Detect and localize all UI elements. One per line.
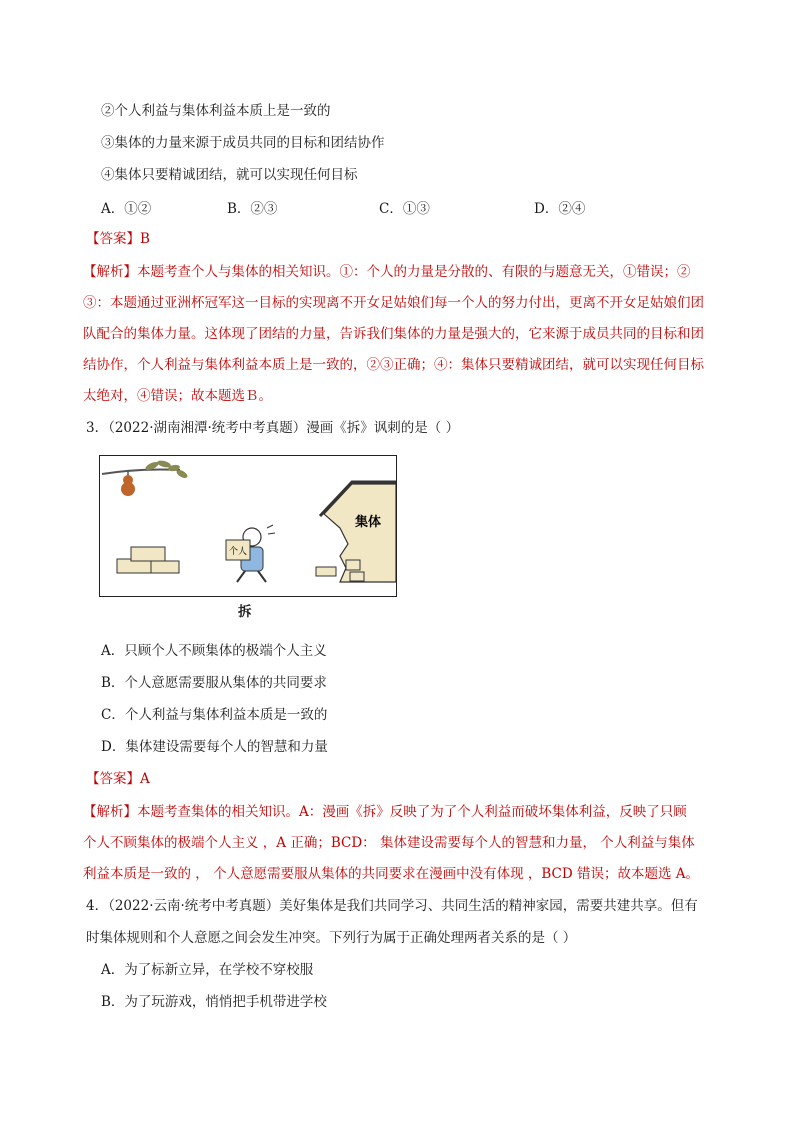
q2-option-d: D．②④: [534, 201, 586, 217]
q2-statement-4: ④集体只要精诚团结，就可以实现任何目标: [101, 167, 358, 183]
q2-answer-value: B: [140, 231, 150, 247]
comic-caption: 拆: [238, 604, 252, 620]
comic-building-label: 集体: [354, 515, 382, 530]
q2-analysis-line-1: 本题考查个人与集体的相关知识。①：个人的力量是分散的、有限的与题意无关，①错误；②: [137, 264, 691, 280]
q2-options: [101, 197, 661, 217]
q2-analysis-line-3: 队配合的集体力量。这体现了团结的力量，告诉我们集体的力量是强大的，它来源于成员共同的目标和团: [83, 326, 704, 342]
q2-option-a: A．①②: [101, 201, 152, 217]
q3-answer-label: 【答案】: [86, 771, 140, 787]
q3-option-b: B．个人意愿需要服从集体的共同要求: [101, 675, 327, 691]
q2-analysis-line-4: 结协作，个人利益与集体利益本质上是一致的，②③正确；④：集体只要精诚团结，就可以实现任何目标: [83, 357, 704, 373]
q3-answer: [86, 769, 150, 789]
q4-option-a: A．为了标新立异，在学校不穿校服: [101, 962, 314, 978]
q3-analysis-line-1: 本题考查集体的相关知识。A：漫画《拆》反映了为了个人利益而破坏集体利益，反映了只顾: [137, 804, 687, 820]
q4-stem-line-2: 时集体规则和个人意愿之间会发生冲突。下列行为属于正确处理两者关系的是（ ）: [86, 930, 577, 946]
q2-option-c: C．①③: [379, 201, 430, 217]
q4-option-b: B．为了玩游戏，悄悄把手机带进学校: [101, 994, 327, 1010]
q3-option-c: C．个人利益与集体利益本质是一致的: [101, 707, 328, 723]
q2-answer: [86, 229, 150, 249]
q2-analysis-label: 【解析】: [83, 264, 137, 280]
comic-chai: [99, 455, 397, 597]
comic-box-label: 个人: [228, 547, 248, 557]
q2-option-b: B．②③: [227, 201, 278, 217]
q3-analysis-line-3: 利益本质是一致的 ， 个人意愿需要服从集体的共同要求在漫画中没有体现 ，BCD 错误；故本题选 A。: [83, 866, 700, 882]
q2-analysis-line-2: ③：本题通过亚洲杯冠军这一目标的实现离不开女足姑娘们每一个人的努力付出，更离不开女足姑娘们团: [83, 295, 704, 311]
q3-answer-value: A: [140, 771, 150, 787]
q2-answer-label: 【答案】: [86, 231, 140, 247]
q3-analysis-line-2: 个人不顾集体的极端个人主义 ，A 正确；BCD： 集体建设需要每个人的智慧和力量， 个人利益与集体: [83, 835, 695, 851]
q2-statement-3: ③集体的力量来源于成员共同的目标和团结协作: [101, 135, 385, 151]
q3-stem: 3．（2022·湖南湘潭·统考中考真题）漫画《拆》讽刺的是（ ）: [86, 420, 460, 436]
q3-analysis-label: 【解析】: [83, 804, 137, 820]
q4-stem-line-1: 4．（2022·云南·统考中考真题）美好集体是我们共同学习、共同生活的精神家园，需要共建共享。但有: [86, 898, 698, 914]
q3-analysis: [83, 797, 723, 890]
q2-analysis-line-5: 太绝对，④错误；故本题选Ｂ。: [83, 388, 272, 404]
q2-analysis: [83, 257, 723, 412]
q3-option-d: D．集体建设需要每个人的智慧和力量: [101, 739, 328, 755]
q3-option-a: A．只顾个人不顾集体的极端个人主义: [101, 643, 327, 659]
comic-illustration: [100, 456, 396, 596]
q2-statement-2: ②个人利益与集体利益本质上是一致的: [101, 103, 331, 119]
